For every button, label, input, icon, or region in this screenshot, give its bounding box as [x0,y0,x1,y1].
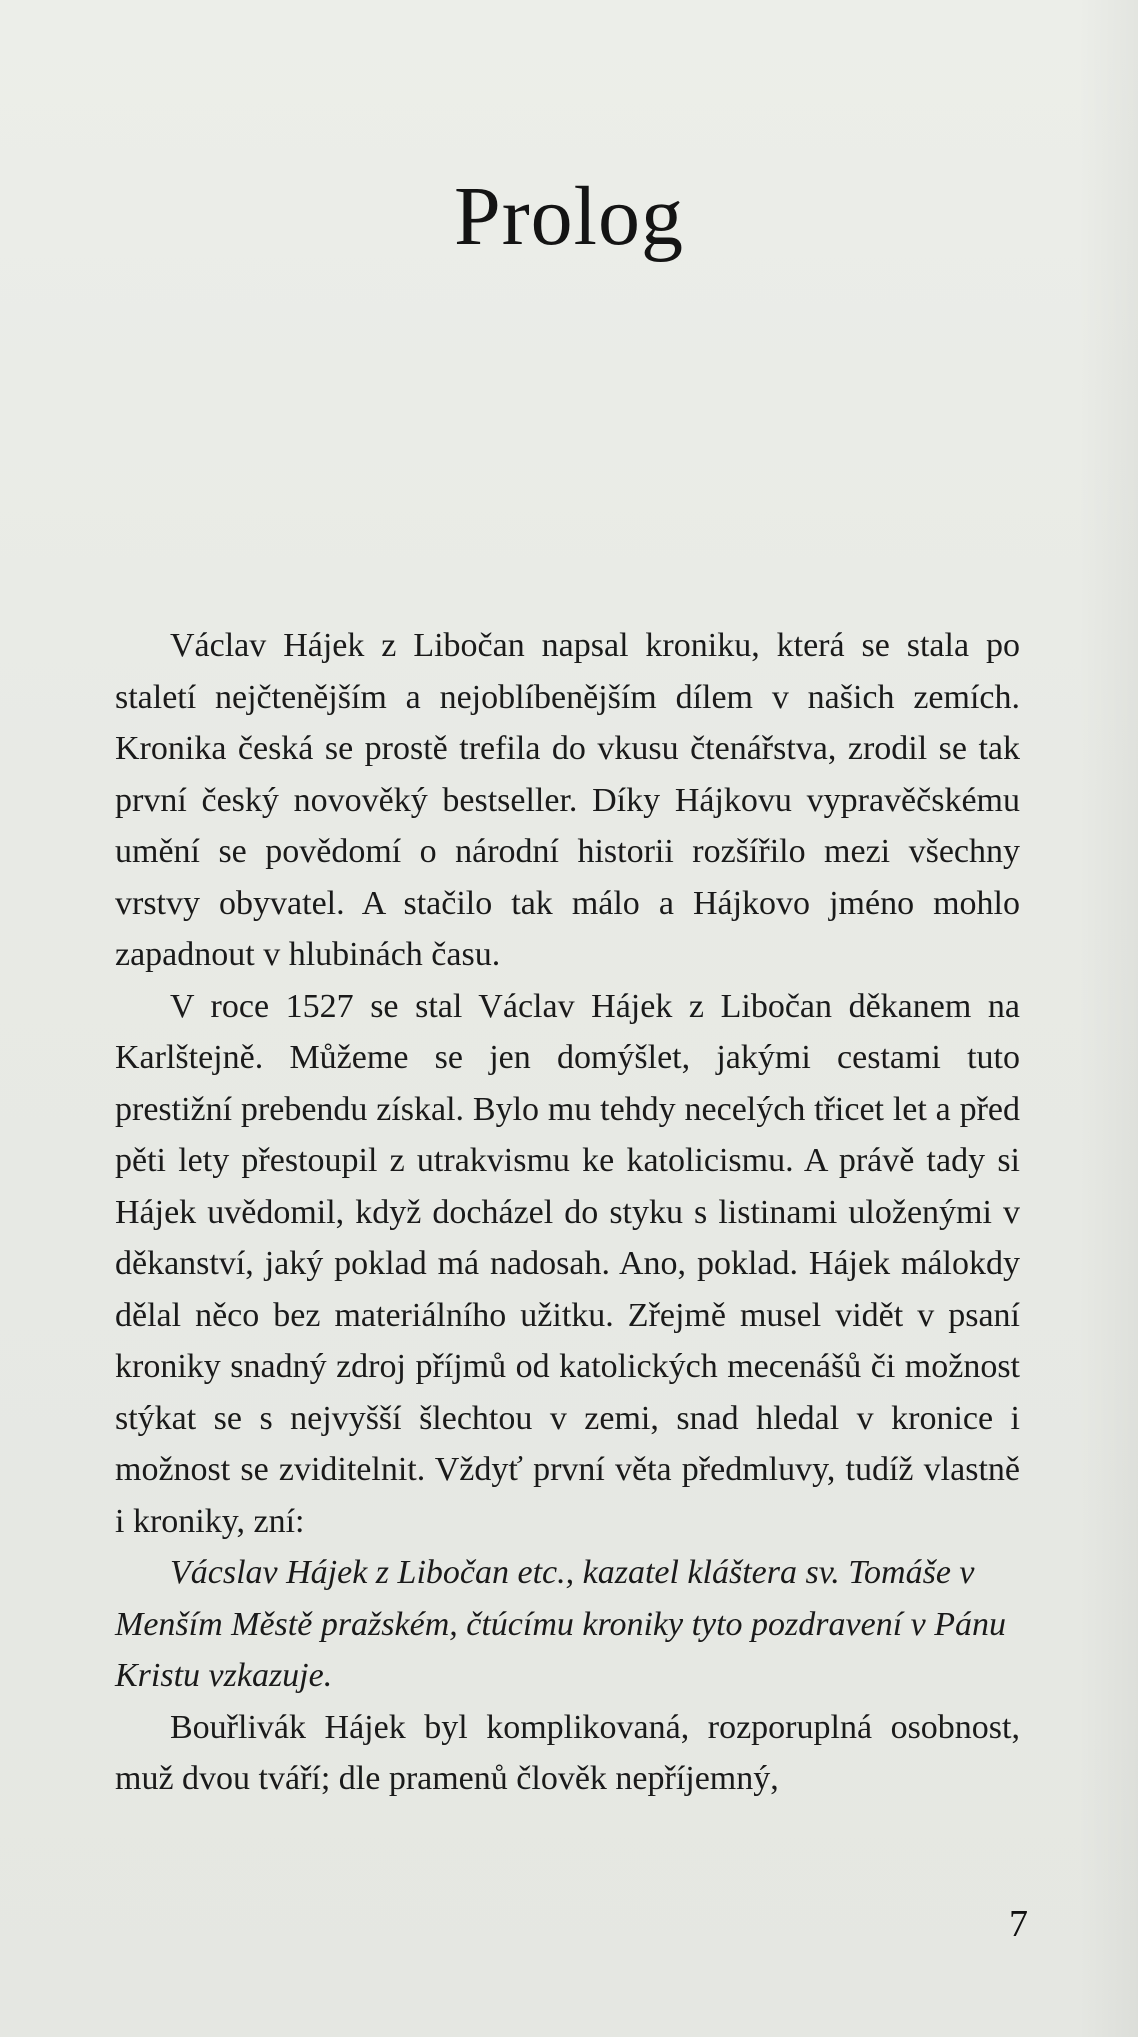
paragraph: V roce 1527 se stal Václav Hájek z Libočan děkanem na Karlštejně. Můžeme se jen domýšlet, jakými cestami tuto prestižní prebendu získal. Bylo mu tehdy necelých třicet let a před pěti lety přestoupil z utrakvismu ke katolicismu. A právě tady si Hájek uvědomil, když docházel do styku s listinami uloženými v děkanství, jaký poklad má nadosah. Ano, poklad. Hájek málokdy dělal něco bez materiálního užitku. Zřejmě musel vidět v psaní kroniky snadný zdroj příjmů od katolických mecenášů či možnost stýkat se s nejvyšší šlechtou v zemi, snad hledal v kronice i možnost se zviditelnit. Vždyť první věta předmluvy, tudíž vlastně i kroniky, zní: [115,987,1020,1540]
paragraph: Bouřlivák Hájek byl komplikovaná, rozporuplná osobnost, muž dvou tváří; dle pramenů člověk nepříjemný, [115,1708,1020,1797]
page-edge-shadow [1078,0,1138,2037]
quoted-paragraph: Vácslav Hájek z Libočan etc., kazatel kláštera sv. Tomáše v Menším Městě pražském, čtúcímu kroniky tyto pozdravení v Pánu Kristu vzkazuje. [115,1554,1007,1694]
page-number: 7 [1009,1903,1028,1945]
body-text [115,620,1020,1805]
paragraph: Václav Hájek z Libočan napsal kroniku, která se stala po staletí nejčtenějším a nejoblíbenějším dílem v našich zemích. Kronika česká se prostě trefila do vkusu čtenářstva, zrodil se tak první český novověký bestseller. Díky Hájkovu vypravěčskému umění se povědomí o národní historii rozšířilo mezi všechny vrstvy obyvatel. A stačilo tak málo a Hájkovo jméno mohlo zapadnout v hlubinách času. [115,627,1020,973]
chapter-title: Prolog [453,170,685,263]
